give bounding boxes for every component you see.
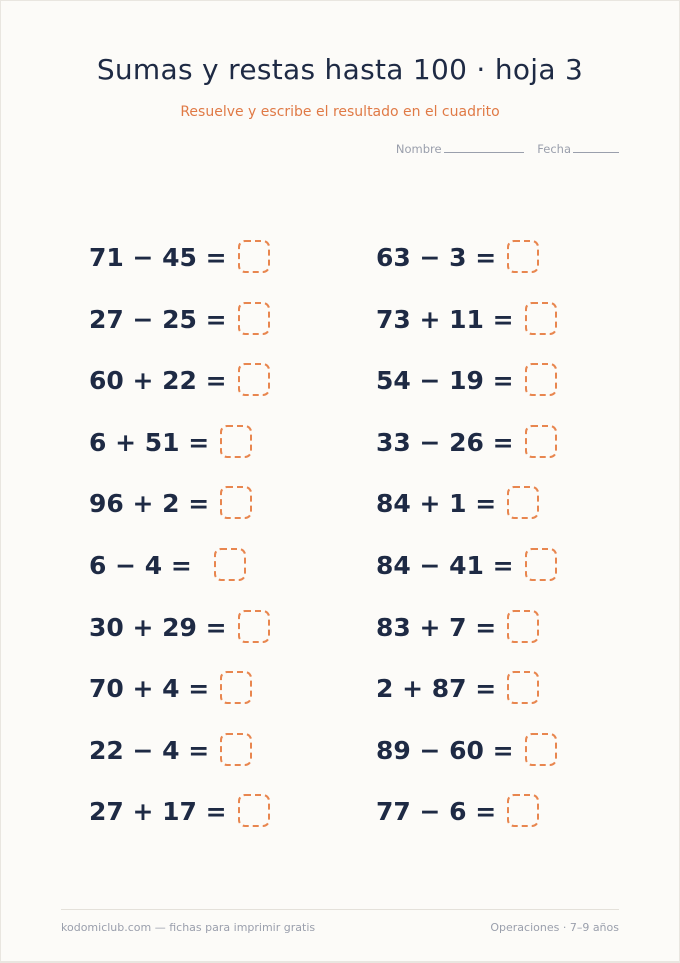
exercise-row [376, 793, 557, 855]
exercise-row [376, 362, 557, 424]
exercise-row [376, 609, 557, 671]
answer-box [214, 548, 246, 581]
answer-box [238, 794, 270, 827]
exercise-row [89, 547, 270, 609]
exercise-expression: 84 + 1 = [376, 489, 497, 519]
exercise-row [376, 424, 557, 486]
exercise-expression: 2 + 87 = [376, 674, 497, 704]
exercise-expression: 83 + 7 = [376, 612, 497, 642]
footer-topic-age: Operaciones · 7–9 años [490, 921, 619, 934]
exercise-row [89, 362, 270, 424]
exercise-expression: 60 + 22 = [89, 366, 227, 396]
exercise-expression: 27 − 25 = [89, 304, 227, 334]
exercise-row [376, 732, 557, 794]
exercise-row [376, 670, 557, 732]
exercise-row [376, 239, 557, 301]
exercise-row [89, 732, 270, 794]
exercise-expression: 89 − 60 = [376, 735, 514, 765]
answer-box [507, 671, 539, 704]
exercise-row [89, 239, 270, 301]
exercise-expression: 27 + 17 = [89, 797, 227, 827]
exercise-expression: 84 − 41 = [376, 550, 514, 580]
exercise-row [89, 485, 270, 547]
answer-box [238, 610, 270, 643]
date-label: Fecha [537, 142, 571, 156]
exercise-expression: 6 + 51 = [89, 427, 210, 457]
exercise-expression: 22 − 4 = [89, 735, 210, 765]
answer-box [220, 671, 252, 704]
answer-box [220, 486, 252, 519]
answer-box [507, 486, 539, 519]
answer-box [238, 240, 270, 273]
worksheet-page [1, 1, 679, 961]
exercise-row [89, 301, 270, 363]
exercise-expression: 63 − 3 = [376, 243, 497, 272]
exercise-expression: 6 − 4 = [89, 550, 192, 580]
exercise-expression: 30 + 29 = [89, 612, 227, 642]
exercise-column-left [89, 239, 270, 855]
answer-box [220, 425, 252, 458]
answer-box [220, 733, 252, 766]
answer-box [525, 733, 557, 766]
instructions: Resuelve y escribe el resultado en el cuadrito [180, 104, 500, 120]
answer-box [507, 240, 539, 273]
exercise-row [89, 793, 270, 855]
answer-box [507, 794, 539, 827]
answer-box [525, 548, 557, 581]
exercise-row [376, 301, 557, 363]
exercise-expression: 71 − 45 = [89, 243, 227, 272]
page-title: Sumas y restas hasta 100 · hoja 3 [96, 53, 584, 86]
answer-box [238, 363, 270, 396]
exercise-row [89, 609, 270, 671]
answer-box [525, 363, 557, 396]
date-blank-line [573, 140, 619, 153]
footer-divider [61, 909, 619, 910]
exercise-row [376, 547, 557, 609]
name-blank-line [444, 140, 524, 153]
answer-box [238, 302, 270, 335]
footer-site-credit: kodomiclub.com — fichas para imprimir gratis [61, 921, 316, 934]
exercise-column-right [376, 239, 557, 855]
exercise-row [376, 485, 557, 547]
exercise-expression: 73 + 11 = [376, 304, 514, 334]
exercise-row [89, 424, 270, 486]
exercise-expression: 70 + 4 = [89, 674, 210, 704]
name-date-fields [396, 140, 619, 156]
name-label: Nombre [395, 142, 442, 156]
answer-box [525, 425, 557, 458]
answer-box [525, 302, 557, 335]
exercise-expression: 33 − 26 = [376, 427, 514, 457]
exercise-row [89, 670, 270, 732]
answer-box [507, 610, 539, 643]
exercise-expression: 54 − 19 = [376, 366, 514, 396]
exercise-expression: 77 − 6 = [376, 797, 497, 827]
exercise-expression: 96 + 2 = [89, 489, 210, 519]
